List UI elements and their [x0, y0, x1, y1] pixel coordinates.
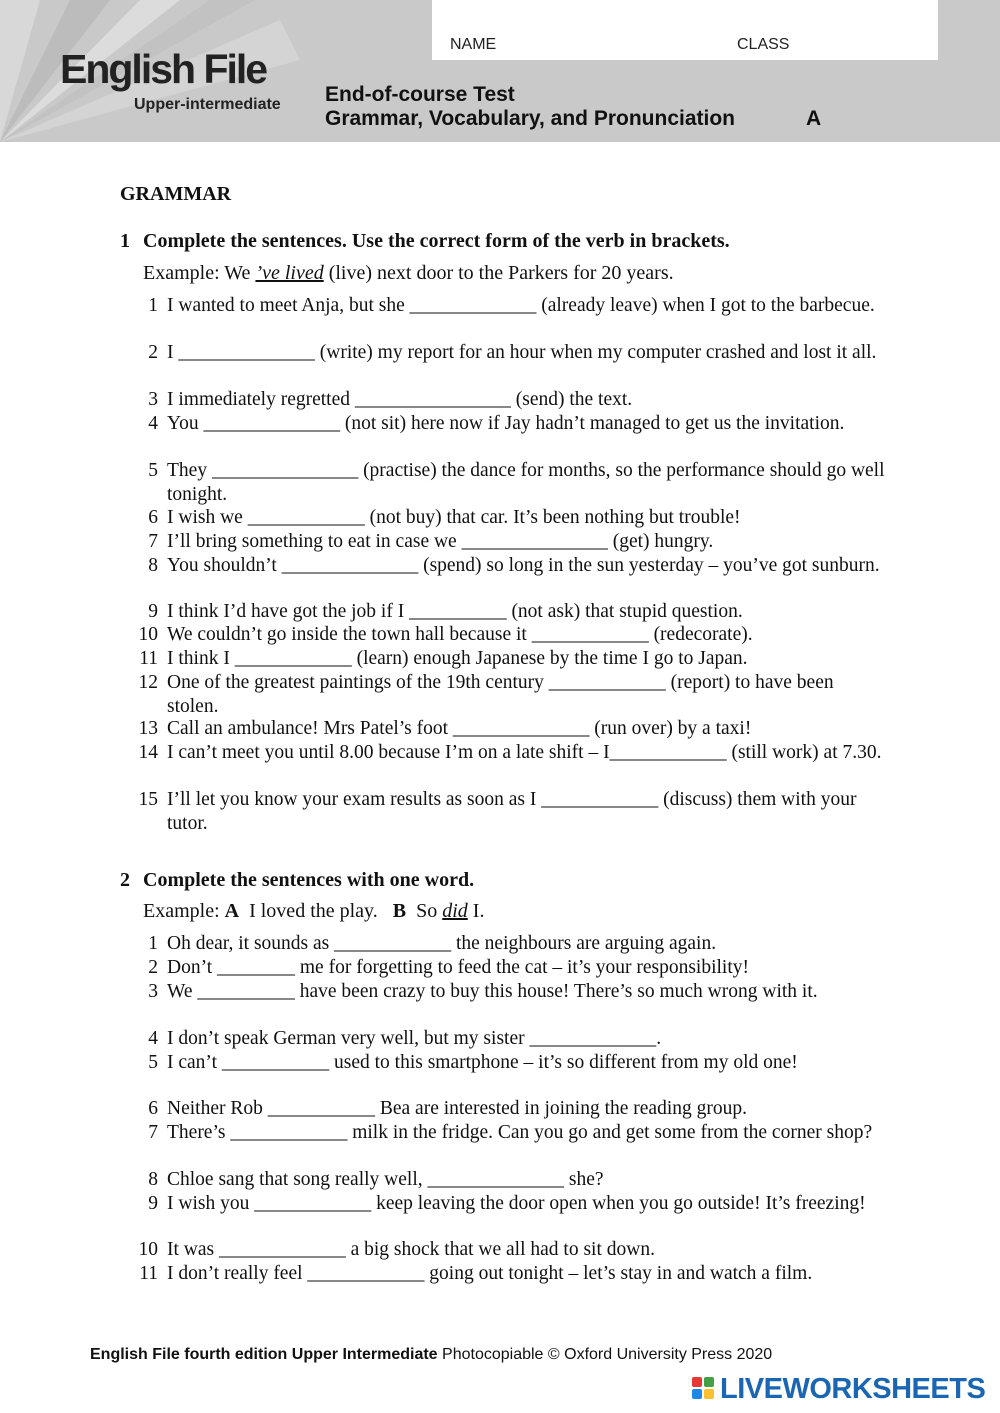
item-text: I can’t ___________ used to this smartphone – it’s so different from my old one! [167, 1052, 798, 1073]
question-number: 2 [120, 869, 130, 891]
liveworksheets-icon [692, 1377, 716, 1401]
item-text: I immediately regretted ________________ (send) the text. [167, 389, 633, 410]
item-number: 5 [148, 1052, 158, 1073]
item-number: 13 [138, 718, 158, 739]
footer-credit [90, 1346, 772, 1364]
item-text: We couldn’t go inside the town hall because it ____________ (redecorate). [167, 624, 753, 645]
item-text: Chloe sang that song really well, ______________ she? [167, 1169, 604, 1190]
speaker-b: B [392, 900, 407, 922]
question-1-example [143, 262, 674, 285]
item-number: 11 [139, 648, 158, 669]
item-number: 1 [148, 295, 158, 316]
item-number: 9 [148, 1193, 158, 1214]
item-number: 10 [138, 624, 158, 645]
item-number: 1 [148, 933, 158, 954]
question-2-heading [120, 869, 474, 892]
item-text: We __________ have been crazy to buy this house! There’s so much wrong with it. [167, 981, 818, 1002]
item-text: Neither Rob ___________ Bea are interested in joining the reading group. [167, 1098, 747, 1119]
example-a-text: I loved the play. [239, 900, 393, 922]
liveworksheets-wordmark: LIVEWORKSHEETS [720, 1373, 986, 1405]
footer-bold: English File fourth edition Upper Intermediate [90, 1346, 438, 1363]
item-number: 14 [138, 742, 158, 763]
section-title: GRAMMAR [120, 183, 232, 205]
item-text: It was _____________ a big shock that we all had to sit down. [167, 1239, 655, 1260]
item-number: 11 [139, 1263, 158, 1284]
item-number: 7 [148, 531, 158, 552]
item-text: Call an ambulance! Mrs Patel’s foot ______________ (run over) by a taxi! [167, 718, 752, 739]
test-subtitle: Grammar, Vocabulary, and Pronunciation [325, 107, 735, 130]
question-2-example [143, 900, 484, 923]
example-answer: ’ve lived [255, 262, 324, 284]
item-text: You shouldn’t ______________ (spend) so long in the sun yesterday – you’ve got sunburn. [167, 555, 880, 576]
footer-rest: Photocopiable © Oxford University Press 2020 [437, 1346, 773, 1363]
item-text: I don’t speak German very well, but my sister _____________. [167, 1028, 662, 1049]
item-text: You ______________ (not sit) here now if Jay hadn’t managed to get us the invitation. [167, 413, 845, 434]
item-number: 4 [148, 1028, 158, 1049]
item-text: I’ll bring something to eat in case we _______________ (get) hungry. [167, 531, 714, 552]
item-text: I think I ____________ (learn) enough Japanese by the time I go to Japan. [167, 648, 748, 669]
item-number: 9 [148, 601, 158, 622]
item-number: 6 [148, 507, 158, 528]
class-label: CLASS [737, 36, 790, 53]
item-text: I wish we ____________ (not buy) that car. It’s been nothing but trouble! [167, 507, 741, 528]
item-number: 15 [138, 789, 158, 810]
logo-title: English File [60, 46, 267, 92]
item-number: 6 [148, 1098, 158, 1119]
item-text: I wanted to meet Anja, but she _____________ (already leave) when I got to the barbecue. [167, 295, 875, 316]
item-number: 4 [148, 413, 158, 434]
item-number: 2 [148, 957, 158, 978]
item-number: 2 [148, 342, 158, 363]
item-number: 5 [148, 460, 158, 481]
item-text: I think I’d have got the job if I __________ (not ask) that stupid question. [167, 601, 743, 622]
example-end: I. [467, 900, 485, 922]
header-banner [0, 0, 1000, 142]
item-number: 10 [138, 1239, 158, 1260]
test-version: A [806, 107, 822, 130]
item-text: Oh dear, it sounds as ____________ the neighbours are arguing again. [167, 933, 717, 954]
item-text: I wish you ____________ keep leaving the door open when you go outside! It’s freezing! [167, 1193, 866, 1214]
item-text: One of the greatest paintings of the 19th century ____________ (report) to have been stolen. [167, 672, 834, 717]
item-text: I can’t meet you until 8.00 because I’m on a late shift – I____________ (still work) at 7.30. [167, 742, 882, 763]
example-text-end: (live) next door to the Parkers for 20 years. [323, 262, 674, 284]
item-number: 7 [148, 1122, 158, 1143]
item-number: 12 [138, 672, 158, 693]
item-number: 8 [148, 555, 158, 576]
item-number: 3 [148, 389, 158, 410]
item-number: 8 [148, 1169, 158, 1190]
speaker-a: A [224, 900, 240, 922]
item-text: They _______________ (practise) the dance for months, so the performance should go well tonight. [167, 460, 885, 505]
question-instruction: Complete the sentences. Use the correct form of the verb in brackets. [143, 230, 730, 252]
test-title: End-of-course Test [325, 83, 515, 106]
item-text: I don’t really feel ____________ going out tonight – let’s stay in and watch a film. [167, 1263, 813, 1284]
example-label: Example: [143, 900, 225, 922]
example-answer: did [442, 900, 468, 922]
example-text: Example: We [143, 262, 256, 284]
example-b-text: So [406, 900, 443, 922]
item-text: Don’t ________ me for forgetting to feed the cat – it’s your responsibility! [167, 957, 750, 978]
question-1-heading [120, 230, 730, 253]
item-text: There’s ____________ milk in the fridge. Can you go and get some from the corner shop? [167, 1122, 873, 1143]
name-label: NAME [450, 36, 497, 53]
name-class-box [432, 0, 938, 60]
item-text: I ______________ (write) my report for an hour when my computer crashed and lost it all. [167, 342, 877, 363]
question-instruction: Complete the sentences with one word. [143, 869, 475, 891]
item-text: I’ll let you know your exam results as soon as I ____________ (discuss) them with your tutor. [167, 789, 857, 834]
item-number: 3 [148, 981, 158, 1002]
logo-subtitle: Upper-intermediate [134, 96, 281, 113]
question-number: 1 [120, 230, 130, 252]
